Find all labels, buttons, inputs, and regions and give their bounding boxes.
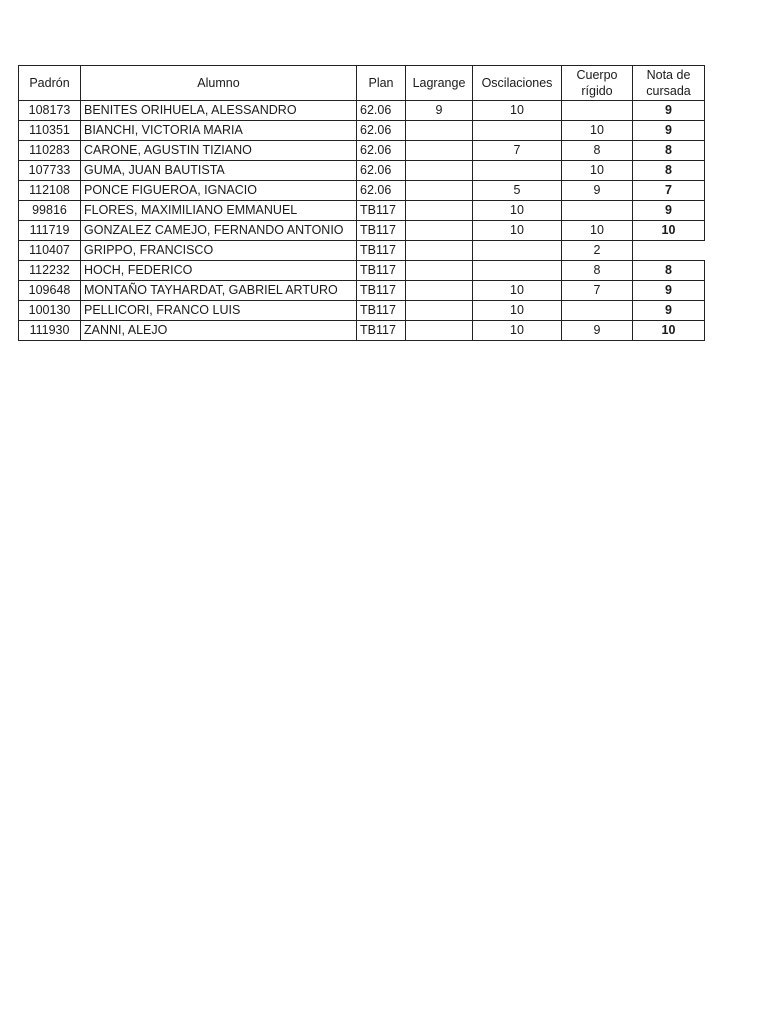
cell-oscilaciones: 10 (473, 101, 562, 121)
cell-oscilaciones: 10 (473, 301, 562, 321)
cell-nota-cursada: 9 (633, 281, 705, 301)
header-nota-line1: Nota de (646, 68, 691, 82)
cell-alumno: CARONE, AGUSTIN TIZIANO (81, 141, 357, 161)
cell-nota-cursada: 10 (633, 321, 705, 341)
table-row (19, 261, 705, 281)
cell-padron: 111719 (19, 221, 81, 241)
cell-lagrange (406, 321, 473, 341)
cell-plan: TB117 (357, 301, 406, 321)
cell-plan: TB117 (357, 201, 406, 221)
cell-oscilaciones: 10 (473, 221, 562, 241)
cell-plan: 62.06 (357, 161, 406, 181)
table-row (19, 121, 705, 141)
cell-lagrange (406, 241, 473, 261)
cell-lagrange (406, 221, 473, 241)
table-row (19, 101, 705, 121)
cell-plan: 62.06 (357, 181, 406, 201)
cell-plan: TB117 (357, 241, 406, 261)
cell-lagrange: 9 (406, 101, 473, 121)
cell-padron: 100130 (19, 301, 81, 321)
cell-plan: 62.06 (357, 101, 406, 121)
cell-oscilaciones (473, 241, 562, 261)
cell-oscilaciones: 10 (473, 281, 562, 301)
cell-plan: 62.06 (357, 141, 406, 161)
header-oscilaciones: Oscilaciones (473, 66, 562, 101)
cell-oscilaciones: 10 (473, 321, 562, 341)
cell-padron: 111930 (19, 321, 81, 341)
table-row (19, 321, 705, 341)
cell-nota-cursada: 8 (633, 161, 705, 181)
cell-alumno: BENITES ORIHUELA, ALESSANDRO (81, 101, 357, 121)
cell-oscilaciones (473, 121, 562, 141)
cell-nota-cursada: 9 (633, 201, 705, 221)
table-row (19, 141, 705, 161)
cell-alumno: HOCH, FEDERICO (81, 261, 357, 281)
cell-oscilaciones (473, 161, 562, 181)
cell-cuerpo-rigido: 9 (562, 181, 633, 201)
table-header (19, 66, 705, 101)
header-row (19, 66, 705, 101)
cell-lagrange (406, 301, 473, 321)
cell-padron: 112108 (19, 181, 81, 201)
cell-cuerpo-rigido (562, 301, 633, 321)
cell-lagrange (406, 201, 473, 221)
header-cuerpo-line1: Cuerpo (576, 68, 618, 82)
cell-oscilaciones: 7 (473, 141, 562, 161)
cell-cuerpo-rigido: 8 (562, 261, 633, 281)
cell-cuerpo-rigido: 2 (562, 241, 633, 261)
cell-plan: 62.06 (357, 121, 406, 141)
cell-cuerpo-rigido: 9 (562, 321, 633, 341)
cell-cuerpo-rigido: 8 (562, 141, 633, 161)
cell-alumno: MONTAÑO TAYHARDAT, GABRIEL ARTURO (81, 281, 357, 301)
header-cuerpo-line2: rígido (581, 84, 613, 98)
cell-padron: 110407 (19, 241, 81, 261)
table-row (19, 221, 705, 241)
table-row (19, 201, 705, 221)
cell-padron: 110351 (19, 121, 81, 141)
header-padron: Padrón (19, 66, 81, 101)
cell-plan: TB117 (357, 281, 406, 301)
cell-lagrange (406, 281, 473, 301)
cell-padron: 110283 (19, 141, 81, 161)
header-nota-cursada (633, 66, 705, 101)
cell-plan: TB117 (357, 261, 406, 281)
cell-padron: 109648 (19, 281, 81, 301)
cell-alumno: ZANNI, ALEJO (81, 321, 357, 341)
cell-alumno: GRIPPO, FRANCISCO (81, 241, 357, 261)
cell-cuerpo-rigido (562, 201, 633, 221)
cell-lagrange (406, 181, 473, 201)
cell-lagrange (406, 121, 473, 141)
cell-cuerpo-rigido (562, 101, 633, 121)
grades-table (18, 65, 705, 341)
cell-cuerpo-rigido: 10 (562, 121, 633, 141)
header-alumno: Alumno (81, 66, 357, 101)
cell-lagrange (406, 261, 473, 281)
header-nota-line2: cursada (646, 84, 691, 98)
cell-padron: 112232 (19, 261, 81, 281)
table-row (19, 301, 705, 321)
cell-nota-cursada: 9 (633, 121, 705, 141)
header-lagrange: Lagrange (406, 66, 473, 101)
cell-nota-cursada: 7 (633, 181, 705, 201)
cell-nota-cursada: 9 (633, 301, 705, 321)
cell-lagrange (406, 141, 473, 161)
cell-alumno: GUMA, JUAN BAUTISTA (81, 161, 357, 181)
grades-sheet (18, 65, 705, 341)
cell-alumno: FLORES, MAXIMILIANO EMMANUEL (81, 201, 357, 221)
cell-alumno: PONCE FIGUEROA, IGNACIO (81, 181, 357, 201)
table-row (19, 181, 705, 201)
header-plan: Plan (357, 66, 406, 101)
cell-nota-cursada: 10 (633, 221, 705, 241)
cell-lagrange (406, 161, 473, 181)
cell-nota-cursada: 8 (633, 141, 705, 161)
cell-nota-cursada: 9 (633, 101, 705, 121)
table-row (19, 281, 705, 301)
cell-plan: TB117 (357, 321, 406, 341)
cell-alumno: BIANCHI, VICTORIA MARIA (81, 121, 357, 141)
table-row (19, 241, 705, 261)
cell-plan: TB117 (357, 221, 406, 241)
cell-alumno: PELLICORI, FRANCO LUIS (81, 301, 357, 321)
cell-oscilaciones (473, 261, 562, 281)
cell-oscilaciones: 5 (473, 181, 562, 201)
cell-nota-cursada: 8 (633, 261, 705, 281)
cell-oscilaciones: 10 (473, 201, 562, 221)
cell-padron: 107733 (19, 161, 81, 181)
cell-padron: 99816 (19, 201, 81, 221)
table-body (19, 101, 705, 341)
cell-alumno: GONZALEZ CAMEJO, FERNANDO ANTONIO (81, 221, 357, 241)
cell-padron: 108173 (19, 101, 81, 121)
header-cuerpo-rigido (562, 66, 633, 101)
cell-cuerpo-rigido: 10 (562, 161, 633, 181)
cell-cuerpo-rigido: 7 (562, 281, 633, 301)
cell-nota-cursada (633, 241, 705, 261)
cell-cuerpo-rigido: 10 (562, 221, 633, 241)
table-row (19, 161, 705, 181)
